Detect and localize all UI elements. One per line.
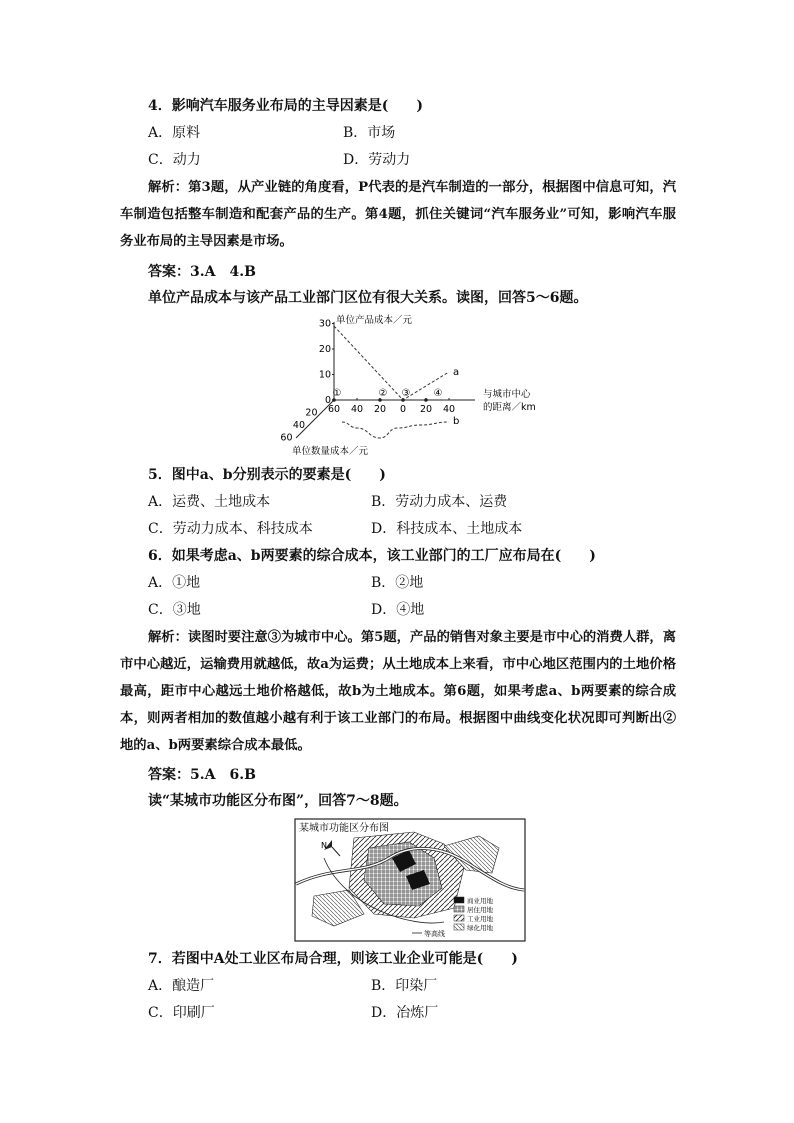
question-4-stem: 4．影响汽车服务业布局的主导因素是( ) — [148, 98, 423, 114]
q6-option-d: D．④地 — [371, 602, 425, 618]
series-a-label: a — [453, 366, 460, 378]
north-label: N — [321, 841, 327, 850]
unit-cost-chart — [270, 312, 540, 460]
q6-option-a: A．①地 — [148, 575, 201, 591]
location-marker: ① — [332, 388, 342, 399]
city-function-map — [294, 818, 526, 942]
q4-option-b: B．市场 — [343, 125, 396, 141]
y-tick-label: 10 — [318, 369, 331, 381]
z-tick-label: 40 — [292, 420, 305, 431]
x-tick-label: 40 — [350, 404, 364, 415]
map-title: 某城市功能区分布图 — [299, 823, 389, 834]
q4-option-c: C．动力 — [148, 152, 201, 168]
location-marker: ② — [378, 388, 388, 399]
answer-5-6: 答案：5.A 6.B — [148, 767, 256, 783]
x-tick-label: 40 — [442, 404, 456, 415]
q5-option-a: A．运费、土地成本 — [148, 494, 271, 510]
z-tick-label: 60 — [280, 432, 293, 444]
location-point — [424, 398, 428, 402]
location-marker: ④ — [433, 388, 443, 399]
y-tick-label: 20 — [318, 344, 331, 355]
x-tick-label: 0 — [399, 404, 407, 415]
q5-option-b: B．劳动力成本、运费 — [371, 494, 508, 510]
q6-option-b: B．②地 — [371, 575, 424, 591]
y-tick-label: 30 — [318, 318, 331, 330]
question-7-stem: 7．若图中A处工业区布局合理，则该工业企业可能是( ) — [148, 951, 518, 967]
x-axis-label-2: 的距离／km — [483, 402, 536, 413]
x-tick-label: 20 — [419, 404, 433, 415]
legend-industrial: 工业用地 — [467, 915, 493, 923]
q6-option-c: C．③地 — [148, 602, 201, 618]
question-6-stem: 6．如果考虑a、b两要素的综合成本，该工业部门的工厂应布局在( ) — [148, 548, 596, 564]
z-axis-label: 单位数量成本／元 — [292, 446, 369, 457]
q5-option-c: C．劳动力成本、科技成本 — [148, 521, 313, 537]
q4-option-d: D．劳动力 — [343, 152, 411, 168]
x-axis-label-1: 与城市中心 — [483, 389, 531, 400]
legend-residential: 居住用地 — [467, 906, 493, 914]
q4-option-a: A．原料 — [148, 125, 201, 141]
location-marker: ③ — [401, 388, 411, 399]
legend-green: 绿化用地 — [467, 924, 493, 932]
answer-3-4: 答案：3.A 4.B — [148, 264, 256, 280]
q7-option-a: A．酿造厂 — [148, 978, 215, 994]
q7-option-d: D．冶炼厂 — [371, 1005, 439, 1021]
x-tick-label: 20 — [373, 404, 387, 415]
q7-option-b: B．印染厂 — [371, 978, 438, 994]
q5-option-d: D．科技成本、土地成本 — [371, 521, 523, 537]
explanation-3-4: 解析：第3题，从产业链的角度看，P代表的是汽车制造的一部分，根据图中信息可知，汽车制造包括整车制造和配套产品的生产。第4题，抓住关键词“汽车服务业”可知，影响汽车服务业布局的主导因素是市场。 — [120, 180, 676, 249]
y-tick-label: 0 — [324, 395, 331, 406]
q7-option-c: C．印刷厂 — [148, 1005, 215, 1021]
intro-5-6: 单位产品成本与该产品工业部门区位有很大关系。读图，回答5～6题。 — [148, 290, 588, 306]
series-b-label: b — [453, 416, 460, 427]
y-axis-label: 单位产品成本／元 — [336, 315, 413, 326]
question-5-stem: 5．图中a、b分别表示的要素是( ) — [148, 467, 386, 483]
legend-commercial: 商业用地 — [467, 897, 493, 905]
explanation-5-6: 解析：读图时要注意③为城市中心。第5题，产品的销售对象主要是市中心的消费人群，离市中心越近，运输费用就越低，故a为运费；从土地成本上来看，市中心地区范围内的土地价格最高，距市中心越远土地价格越低，故b为土地成本。第6题，如果考虑a、b两要素的综合成本，则两者相加的数值越小越有利于该工业部门的布局。根据图中曲线变化状况即可判断出②地的a、b两要素综合成本最低。 — [120, 630, 676, 753]
contour-label: 等高线 — [424, 930, 445, 938]
series-a-line — [334, 326, 449, 400]
intro-7-8: 读“某城市功能区分布图”，回答7～8题。 — [148, 793, 408, 809]
z-tick-label: 20 — [305, 407, 318, 419]
series-b-line — [342, 422, 449, 438]
x-tick-label: 60 — [327, 404, 341, 415]
